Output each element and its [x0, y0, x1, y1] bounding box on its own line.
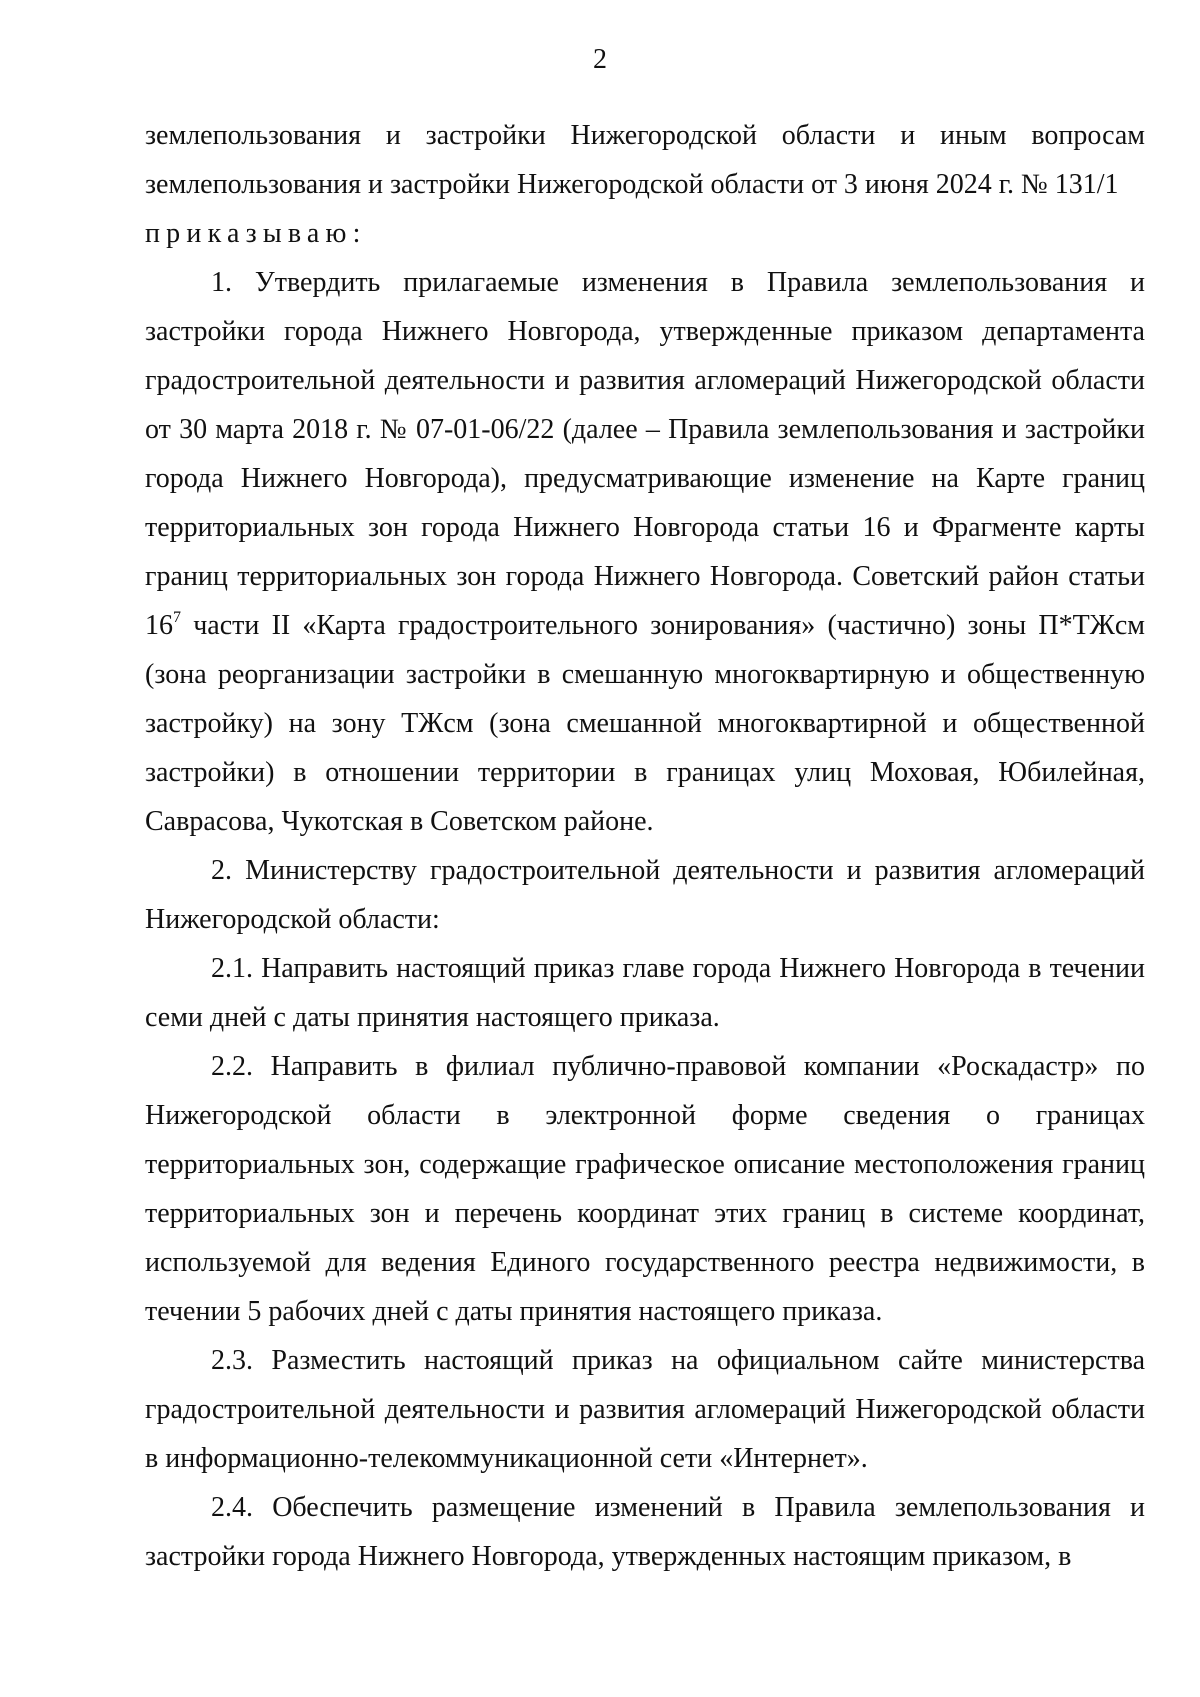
paragraph-1-text-start: 1. Утвердить прилагаемые изменения в Правила землепользования и застройки города Нижнего Новгорода, утвержденные приказом департамента градостроительной деятельности и развития агломераций Нижегородской области от 30 марта 2018 г. № 07-01-06/22 (далее – Правила землепользования и застройки города Нижнего Новгорода), предусматривающие изменение на Карте границ территориальных зон города Нижнего Новгорода статьи 16 и Фрагменте карты границ территориальных зон города Нижнего Новгорода. Советский район статьи 16: [145, 267, 1145, 641]
paragraph-1: [145, 258, 1145, 846]
page-number: 2: [593, 44, 607, 75]
paragraph-2-3: 2.3. Разместить настоящий приказ на официальном сайте министерства градостроительной деятельности и развития агломераций Нижегородской области в информационно-телекоммуникационной сети «Интернет».: [145, 1345, 1145, 1474]
paragraph-continuation: землепользования и застройки Нижегородской области и иным вопросам землепользования и застройки Нижегородской области от 3 июня 2024 г. № 131/1: [145, 120, 1145, 200]
paragraph-2-1: 2.1. Направить настоящий приказ главе города Нижнего Новгорода в течении семи дней с даты принятия настоящего приказа.: [145, 953, 1145, 1033]
order-word: приказываю:: [145, 218, 367, 249]
paragraph-1-text-end: части II «Карта градостроительного зонирования» (частично) зоны П*ТЖсм (зона реорганизации застройки в смешанную многоквартирную и общественную застройку) на зону ТЖсм (зона смешанной многоквартирной и общественной застройки) в отношении территории в границах улиц Моховая, Юбилейная, Саврасова, Чукотская в Советском районе.: [145, 610, 1145, 837]
paragraph-2-4: 2.4. Обеспечить размещение изменений в Правила землепользования и застройки города Нижнего Новгорода, утвержденных настоящим приказом, в: [145, 1492, 1145, 1572]
paragraph-2-2: 2.2. Направить в филиал публично-правовой компании «Роскадастр» по Нижегородской области в электронной форме сведения о границах территориальных зон, содержащие графическое описание местоположения границ территориальных зон и перечень координат этих границ в системе координат, используемой для ведения Единого государственного реестра недвижимости, в течении 5 рабочих дней с даты принятия настоящего приказа.: [145, 1051, 1145, 1327]
paragraph-1-superscript: 7: [173, 609, 181, 626]
paragraph-2: 2. Министерству градостроительной деятельности и развития агломераций Нижегородской области:: [145, 855, 1145, 935]
document-body: [145, 111, 1145, 1581]
